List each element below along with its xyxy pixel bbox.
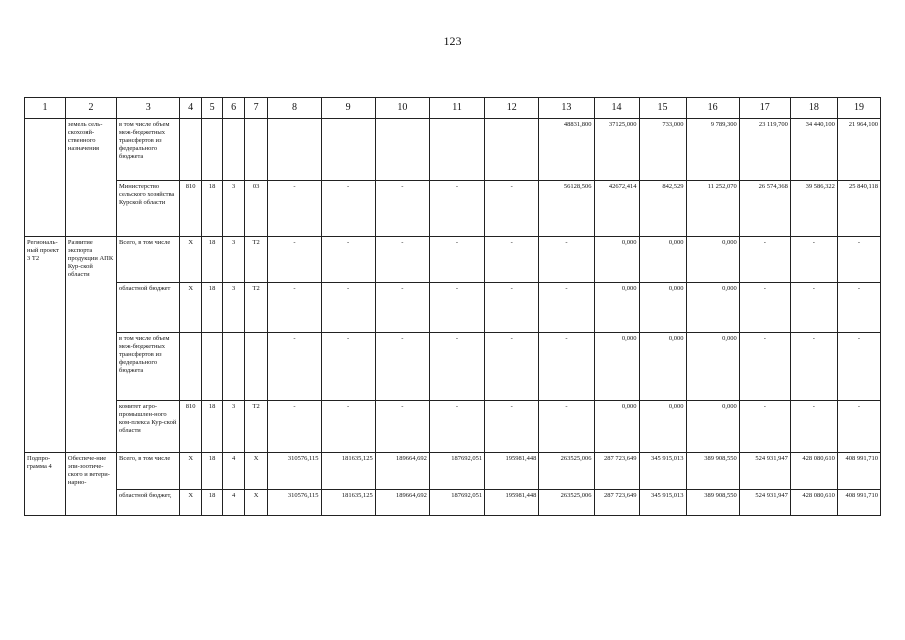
- table-cell: 408 991,710: [837, 489, 880, 515]
- table-cell: -: [268, 283, 321, 333]
- table-cell: 310576,115: [268, 489, 321, 515]
- table-cell: -: [375, 401, 429, 453]
- col-header: 12: [485, 98, 539, 119]
- table-cell: -: [429, 283, 484, 333]
- table-cell: 3: [223, 181, 244, 237]
- table-cell: [25, 119, 66, 181]
- table-cell: -: [485, 333, 539, 401]
- table-cell: 263525,006: [539, 453, 594, 490]
- table-cell: -: [790, 237, 837, 283]
- table-cell: Т2: [244, 237, 268, 283]
- table-cell: -: [739, 237, 790, 283]
- table-cell: 733,000: [639, 119, 686, 181]
- table-cell: [429, 119, 484, 181]
- col-header: 19: [837, 98, 880, 119]
- table-row: [25, 453, 881, 490]
- table-cell: 18: [201, 401, 222, 453]
- table-row: [25, 333, 881, 401]
- table-cell: 37125,000: [594, 119, 639, 181]
- table-cell: 524 931,947: [739, 453, 790, 490]
- table-cell: [223, 119, 244, 181]
- col-header: 9: [321, 98, 375, 119]
- table-cell: -: [485, 283, 539, 333]
- col-header: 4: [180, 98, 201, 119]
- table-cell: 0,000: [639, 237, 686, 283]
- table-cell: -: [375, 333, 429, 401]
- table-cell: -: [739, 333, 790, 401]
- table-cell: в том числе объем меж-бюджетных трансфертов из федерального бюджета: [117, 333, 180, 401]
- table-cell: 195981,448: [485, 453, 539, 490]
- table-cell: -: [539, 401, 594, 453]
- col-header: 10: [375, 98, 429, 119]
- table-cell: 0,000: [594, 401, 639, 453]
- table-cell: -: [375, 237, 429, 283]
- table-cell: [25, 181, 66, 237]
- table-cell: -: [739, 283, 790, 333]
- table-cell: -: [739, 401, 790, 453]
- table-cell: 56128,506: [539, 181, 594, 237]
- table-cell: Х: [180, 489, 201, 515]
- table-cell: -: [268, 181, 321, 237]
- table-cell: -: [375, 181, 429, 237]
- table-cell: Х: [180, 283, 201, 333]
- table-cell: 18: [201, 453, 222, 490]
- table-cell: 0,000: [639, 333, 686, 401]
- table-cell: 287 723,649: [594, 453, 639, 490]
- table-cell: 0,000: [686, 283, 739, 333]
- table-cell: -: [321, 283, 375, 333]
- table-cell: 0,000: [594, 283, 639, 333]
- table-cell: 345 915,013: [639, 489, 686, 515]
- table-cell: -: [837, 283, 880, 333]
- table-cell: [25, 333, 66, 401]
- table-cell: Х: [244, 489, 268, 515]
- table-cell: Х: [244, 453, 268, 490]
- table-cell: [65, 333, 116, 401]
- table-cell: -: [268, 237, 321, 283]
- table-cell: 03: [244, 181, 268, 237]
- table-cell: 11 252,070: [686, 181, 739, 237]
- table-cell: 810: [180, 401, 201, 453]
- table-cell: -: [429, 237, 484, 283]
- col-header: 13: [539, 98, 594, 119]
- table-cell: [201, 119, 222, 181]
- col-header: 11: [429, 98, 484, 119]
- table-cell: 26 574,368: [739, 181, 790, 237]
- table-cell: [321, 119, 375, 181]
- table-cell: 0,000: [686, 237, 739, 283]
- table-cell: -: [375, 283, 429, 333]
- table-cell: Всего, в том числе: [117, 237, 180, 283]
- table-row: [25, 489, 881, 515]
- table-cell: Обеспече-ние эпи-зоотиче-ского и ветери-нарно-: [65, 453, 116, 490]
- table-row: [25, 119, 881, 181]
- table-cell: 195981,448: [485, 489, 539, 515]
- table-cell: 3: [223, 283, 244, 333]
- table-cell: -: [790, 401, 837, 453]
- table-cell: Т2: [244, 401, 268, 453]
- table-cell: областной бюджет,: [117, 489, 180, 515]
- table-cell: [201, 333, 222, 401]
- col-header: 6: [223, 98, 244, 119]
- table-cell: -: [539, 237, 594, 283]
- table-cell: 0,000: [686, 401, 739, 453]
- table-cell: 18: [201, 181, 222, 237]
- table-cell: [180, 333, 201, 401]
- table-cell: Т2: [244, 283, 268, 333]
- table-cell: 34 440,100: [790, 119, 837, 181]
- table-cell: 181635,125: [321, 453, 375, 490]
- table-cell: 524 931,947: [739, 489, 790, 515]
- table-cell: -: [321, 333, 375, 401]
- table-cell: 0,000: [686, 333, 739, 401]
- table-cell: -: [429, 401, 484, 453]
- table-row: [25, 237, 881, 283]
- table-cell: 428 080,610: [790, 453, 837, 490]
- table-cell: -: [268, 401, 321, 453]
- header-row: [25, 98, 881, 119]
- table-cell: -: [321, 401, 375, 453]
- table-cell: 189664,692: [375, 453, 429, 490]
- table-cell: [180, 119, 201, 181]
- table-cell: [65, 489, 116, 515]
- table-cell: -: [790, 283, 837, 333]
- table-cell: 4: [223, 453, 244, 490]
- col-header: 3: [117, 98, 180, 119]
- table-cell: -: [790, 333, 837, 401]
- table-cell: 310576,115: [268, 453, 321, 490]
- table-cell: [223, 333, 244, 401]
- table-cell: областной бюджет: [117, 283, 180, 333]
- table-cell: -: [268, 333, 321, 401]
- table-cell: -: [837, 237, 880, 283]
- table-cell: 810: [180, 181, 201, 237]
- table-cell: Министерство сельского хозяйства Курской области: [117, 181, 180, 237]
- table-cell: [485, 119, 539, 181]
- table-cell: [244, 333, 268, 401]
- table-cell: Развитие экспорта продукции АПК Кур-ской области: [65, 237, 116, 283]
- table-cell: 428 080,610: [790, 489, 837, 515]
- table-cell: [375, 119, 429, 181]
- table-row: [25, 401, 881, 453]
- col-header: 5: [201, 98, 222, 119]
- table-cell: 42672,414: [594, 181, 639, 237]
- table-cell: 189664,692: [375, 489, 429, 515]
- table-cell: 187692,051: [429, 489, 484, 515]
- table-cell: [65, 401, 116, 453]
- table-cell: 18: [201, 237, 222, 283]
- table-cell: -: [321, 181, 375, 237]
- table-cell: 0,000: [594, 333, 639, 401]
- budget-table: [24, 97, 881, 516]
- table-row: [25, 283, 881, 333]
- col-header: 8: [268, 98, 321, 119]
- table-cell: -: [321, 237, 375, 283]
- table-cell: -: [429, 333, 484, 401]
- table-cell: -: [429, 181, 484, 237]
- table-cell: 408 991,710: [837, 453, 880, 490]
- table-cell: [65, 283, 116, 333]
- table-cell: комитет агро-промышлен-ного ком-плекса Кур-ской области: [117, 401, 180, 453]
- table-cell: -: [485, 237, 539, 283]
- table-cell: Подпро-грамма 4: [25, 453, 66, 490]
- col-header: 7: [244, 98, 268, 119]
- table-cell: земель сель-скохозяй-ственного назначения: [65, 119, 116, 181]
- table-row: [25, 181, 881, 237]
- table-cell: 9 789,300: [686, 119, 739, 181]
- table-cell: 263525,006: [539, 489, 594, 515]
- table-cell: -: [539, 283, 594, 333]
- col-header: 14: [594, 98, 639, 119]
- table-cell: [25, 489, 66, 515]
- table-cell: 4: [223, 489, 244, 515]
- table-cell: -: [485, 401, 539, 453]
- col-header: 16: [686, 98, 739, 119]
- table-cell: [268, 119, 321, 181]
- col-header: 17: [739, 98, 790, 119]
- col-header: 2: [65, 98, 116, 119]
- table-cell: 3: [223, 401, 244, 453]
- col-header: 18: [790, 98, 837, 119]
- table-cell: 0,000: [594, 237, 639, 283]
- table-cell: 181635,125: [321, 489, 375, 515]
- table-cell: 39 586,322: [790, 181, 837, 237]
- table-cell: 842,529: [639, 181, 686, 237]
- table-cell: 0,000: [639, 283, 686, 333]
- table-cell: 3: [223, 237, 244, 283]
- table-cell: Региональ-ный проект 3 Т2: [25, 237, 66, 283]
- table-cell: [25, 401, 66, 453]
- col-header: 1: [25, 98, 66, 119]
- table-cell: 25 840,118: [837, 181, 880, 237]
- col-header: 15: [639, 98, 686, 119]
- table-cell: 187692,051: [429, 453, 484, 490]
- table-cell: в том числе объем меж-бюджетных трансфертов из федерального бюджета: [117, 119, 180, 181]
- table-cell: 287 723,649: [594, 489, 639, 515]
- table-cell: Х: [180, 453, 201, 490]
- page-number: 123: [443, 34, 462, 48]
- table-cell: 23 119,700: [739, 119, 790, 181]
- table-cell: -: [485, 181, 539, 237]
- table-cell: [244, 119, 268, 181]
- table-cell: -: [837, 333, 880, 401]
- table-cell: 345 915,013: [639, 453, 686, 490]
- table-cell: 48831,800: [539, 119, 594, 181]
- table-cell: [25, 283, 66, 333]
- table-cell: Всего, в том числе: [117, 453, 180, 490]
- table-cell: [65, 181, 116, 237]
- table-cell: -: [837, 401, 880, 453]
- table-cell: Х: [180, 237, 201, 283]
- table-cell: 389 908,550: [686, 453, 739, 490]
- table-cell: 0,000: [639, 401, 686, 453]
- table-cell: 21 964,100: [837, 119, 880, 181]
- table-cell: 18: [201, 489, 222, 515]
- table-cell: -: [539, 333, 594, 401]
- table-cell: 389 908,550: [686, 489, 739, 515]
- table-cell: 18: [201, 283, 222, 333]
